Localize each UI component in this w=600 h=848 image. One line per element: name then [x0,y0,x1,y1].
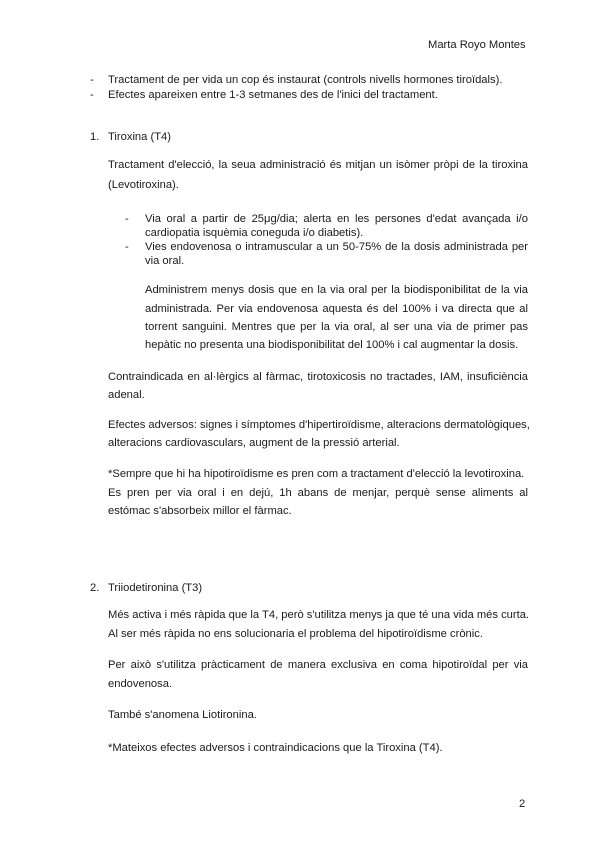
s1-note-line-2: Es pren per via oral i en dejú, 1h abans de menjar, perquè sense aliments al [108,487,528,499]
bullet-dash: - [125,241,129,253]
section-2-number: 2. [90,582,100,594]
section-1-number: 1. [90,131,100,143]
s1-p1-line-1: Tractament d'elecció, la seua administració és mitjan un isòmer pròpi de la tiroxina [108,159,528,171]
page-number: 2 [519,798,526,810]
s2-p4: *Mateixos efectes adversos i contraindicacions que la Tiroxina (T4). [108,742,443,754]
s1-bullet-para-line-4: hepàtic no presenta una biodisponibilitat del 100% i cal augmentar la dosis. [145,339,519,351]
s2-p1-line-1: Més activa i més ràpida que la T4, però s'utilitza menys ja que té una vida més curta. [108,609,530,621]
s1-adverse-line-1: Efectes adversos: signes i símptomes d'hipertiroïdisme, alteracions dermatològiques, [108,419,530,431]
intro-bullet-2: Efectes apareixen entre 1-3 setmanes des de l'inici del tractament. [108,89,438,101]
s1-bullet-2-line-1: Vies endovenosa o intramuscular a un 50-75% de la dosis administrada per [145,241,528,253]
s1-note-line-3: estómac s'absorbeix millor el fàrmac. [108,505,292,517]
s1-bullet-2-line-2: via oral. [145,255,185,267]
s1-bullet-para-line-1: Administrem menys dosis que en la via oral per la biodisponibilitat de la via [145,284,528,296]
s1-bullet-1-line-1: Via oral a partir de 25μg/dia; alerta en les persones d'edat avançada i/o [145,213,528,225]
s1-adverse-line-2: alteracions cardiovasculars, augment de la pressió arterial. [108,437,400,449]
section-2-title: Triiodetironina (T3) [108,582,203,594]
author-header: Marta Royo Montes [428,39,526,51]
s1-bullet-para-line-2: administrada. Per via endovenosa aquesta és del 100% i va directa que al [145,303,528,315]
s1-p1-line-2: (Levotiroxina). [108,179,179,191]
intro-bullet-1: Tractament de per vida un cop és instaurat (controls nivells hormones tiroïdals). [108,74,503,86]
s2-p2-line-2: endovenosa. [108,678,173,690]
bullet-dash: - [90,89,94,101]
s1-note-line-1: *Sempre que hi ha hipotiroïdisme es pren com a tractament d'elecció la levotiroxina. [108,468,525,480]
s2-p2-line-1: Per això s'utilitza pràcticament de manera exclusiva en coma hipotiroïdal per via [108,659,528,671]
section-1-title: Tiroxina (T4) [108,131,171,143]
s2-p3: També s'anomena Liotironina. [108,709,257,721]
s1-bullet-para-line-3: torrent sanguini. Mentres que per la via oral, al ser una via de primer pas [145,321,528,333]
s1-contra-line-2: adenal. [108,389,145,401]
bullet-dash: - [125,213,129,225]
bullet-dash: - [90,74,94,86]
s2-p1-line-2: Al ser més ràpida no ens solucionaria el problema del hipotiroïdisme crònic. [108,628,483,640]
s1-bullet-1-line-2: cardiopatia isquèmia coneguda i/o diabetis). [145,227,364,239]
s1-contra-line-1: Contraindicada en al·lèrgics al fàrmac, tirotoxicosis no tractades, IAM, insuficiència [108,371,528,383]
